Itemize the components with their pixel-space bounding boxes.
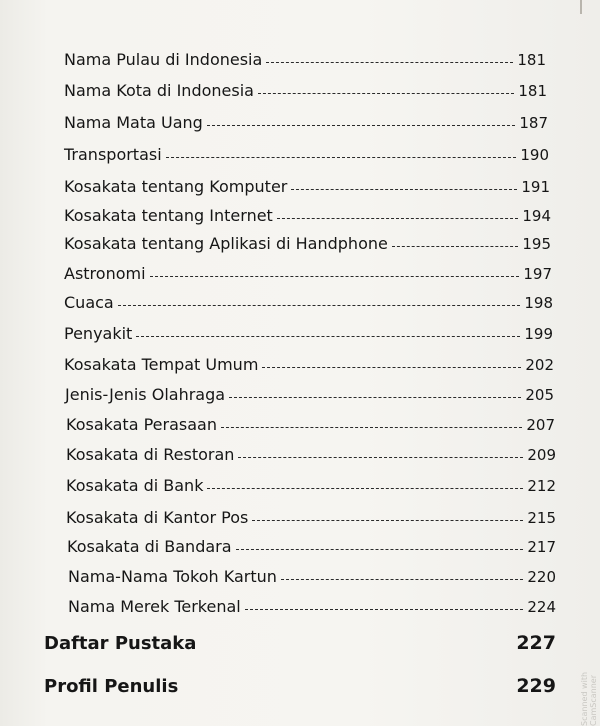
toc-entry-page: 202 xyxy=(525,356,554,374)
toc-entry[interactable] xyxy=(65,383,554,407)
toc-entry-title: Cuaca xyxy=(64,293,114,312)
toc-entry-page: 207 xyxy=(526,416,555,434)
toc-entry-page: 205 xyxy=(525,386,554,404)
toc-entry-title: Transportasi xyxy=(64,145,162,164)
toc-major-page: 229 xyxy=(516,675,556,697)
dot-leader xyxy=(277,218,519,219)
toc-entry-title: Nama Merek Terkenal xyxy=(68,597,241,616)
toc-entry[interactable] xyxy=(64,353,554,377)
toc-entry-page: 217 xyxy=(527,538,556,556)
toc-entry-title: Kosakata tentang Aplikasi di Handphone xyxy=(64,234,388,253)
toc-entry-title: Kosakata di Bandara xyxy=(67,537,232,556)
toc-major-title: Daftar Pustaka xyxy=(44,632,197,654)
toc-entry[interactable] xyxy=(64,232,551,256)
toc-entry[interactable] xyxy=(64,48,546,72)
toc-entry[interactable] xyxy=(68,565,556,589)
toc-entry-page: 224 xyxy=(527,598,556,616)
toc-entry[interactable] xyxy=(64,111,548,135)
toc-entry-title: Astronomi xyxy=(64,264,146,283)
toc-entry-title: Kosakata di Kantor Pos xyxy=(66,508,249,527)
toc-major-entry[interactable] xyxy=(44,628,556,658)
toc-major-entry[interactable] xyxy=(44,671,556,701)
toc-entry-page: 187 xyxy=(519,114,548,132)
dot-leader xyxy=(252,520,523,521)
toc-entry-title: Kosakata Tempat Umum xyxy=(64,355,259,374)
toc-entry-page: 195 xyxy=(522,235,551,253)
toc-entry-page: 194 xyxy=(522,207,551,225)
toc-entry[interactable] xyxy=(64,204,551,228)
toc-entry[interactable] xyxy=(64,79,547,103)
toc-entry[interactable] xyxy=(64,175,550,199)
toc-entry[interactable] xyxy=(64,262,552,286)
toc-entry-page: 212 xyxy=(527,477,556,495)
toc-entry[interactable] xyxy=(68,595,556,619)
dot-leader xyxy=(266,62,513,63)
dot-leader xyxy=(118,305,521,306)
dot-leader xyxy=(392,246,519,247)
dot-leader xyxy=(258,93,514,94)
toc-entry[interactable] xyxy=(66,506,556,530)
toc-entry-title: Kosakata di Restoran xyxy=(66,445,235,464)
toc-entry[interactable] xyxy=(64,291,553,315)
toc-entry-title: Nama Kota di Indonesia xyxy=(64,81,254,100)
toc-entry[interactable] xyxy=(64,143,549,167)
dot-leader xyxy=(150,276,520,277)
toc-entry-title: Kosakata tentang Komputer xyxy=(64,177,288,196)
toc-entry[interactable] xyxy=(64,322,553,346)
dot-leader xyxy=(207,488,523,489)
toc-entry-title: Kosakata Perasaan xyxy=(66,415,217,434)
dot-leader xyxy=(229,397,521,398)
dot-leader xyxy=(262,367,521,368)
toc-entry-title: Kosakata di Bank xyxy=(66,476,204,495)
toc-entry-page: 199 xyxy=(524,325,553,343)
toc-entry[interactable] xyxy=(66,443,556,467)
toc-major-page: 227 xyxy=(516,632,556,654)
toc-entry-page: 191 xyxy=(521,178,550,196)
toc-entry-title: Penyakit xyxy=(64,324,133,343)
toc-entry-page: 181 xyxy=(517,51,546,69)
toc-entry-title: Kosakata tentang Internet xyxy=(64,206,273,225)
dot-leader xyxy=(291,189,517,190)
page-edge-mark xyxy=(580,0,582,14)
toc-entry-title: Jenis-Jenis Olahraga xyxy=(65,385,226,404)
toc-entry[interactable] xyxy=(66,474,556,498)
dot-leader xyxy=(238,457,523,458)
dot-leader xyxy=(207,125,516,126)
toc-entry-page: 181 xyxy=(518,82,547,100)
dot-leader xyxy=(136,336,520,337)
toc-entry-page: 215 xyxy=(527,509,556,527)
dot-leader xyxy=(166,157,517,158)
toc-entry-page: 220 xyxy=(527,568,556,586)
toc-entry-page: 197 xyxy=(523,265,552,283)
toc-entry-title: Nama-Nama Tokoh Kartun xyxy=(68,567,277,586)
scanner-watermark: Scanned with CamScanner xyxy=(580,671,598,726)
dot-leader xyxy=(245,609,524,610)
toc-entry-page: 209 xyxy=(527,446,556,464)
toc-entry-title: Nama Mata Uang xyxy=(64,113,203,132)
toc-entry-title: Nama Pulau di Indonesia xyxy=(64,50,263,69)
dot-leader xyxy=(221,427,522,428)
toc-entry-page: 190 xyxy=(520,146,549,164)
dot-leader xyxy=(281,579,523,580)
toc-major-title: Profil Penulis xyxy=(44,675,179,697)
dot-leader xyxy=(236,549,524,550)
toc-entry-page: 198 xyxy=(524,294,553,312)
toc-entry[interactable] xyxy=(66,413,555,437)
toc-entry[interactable] xyxy=(67,535,556,559)
